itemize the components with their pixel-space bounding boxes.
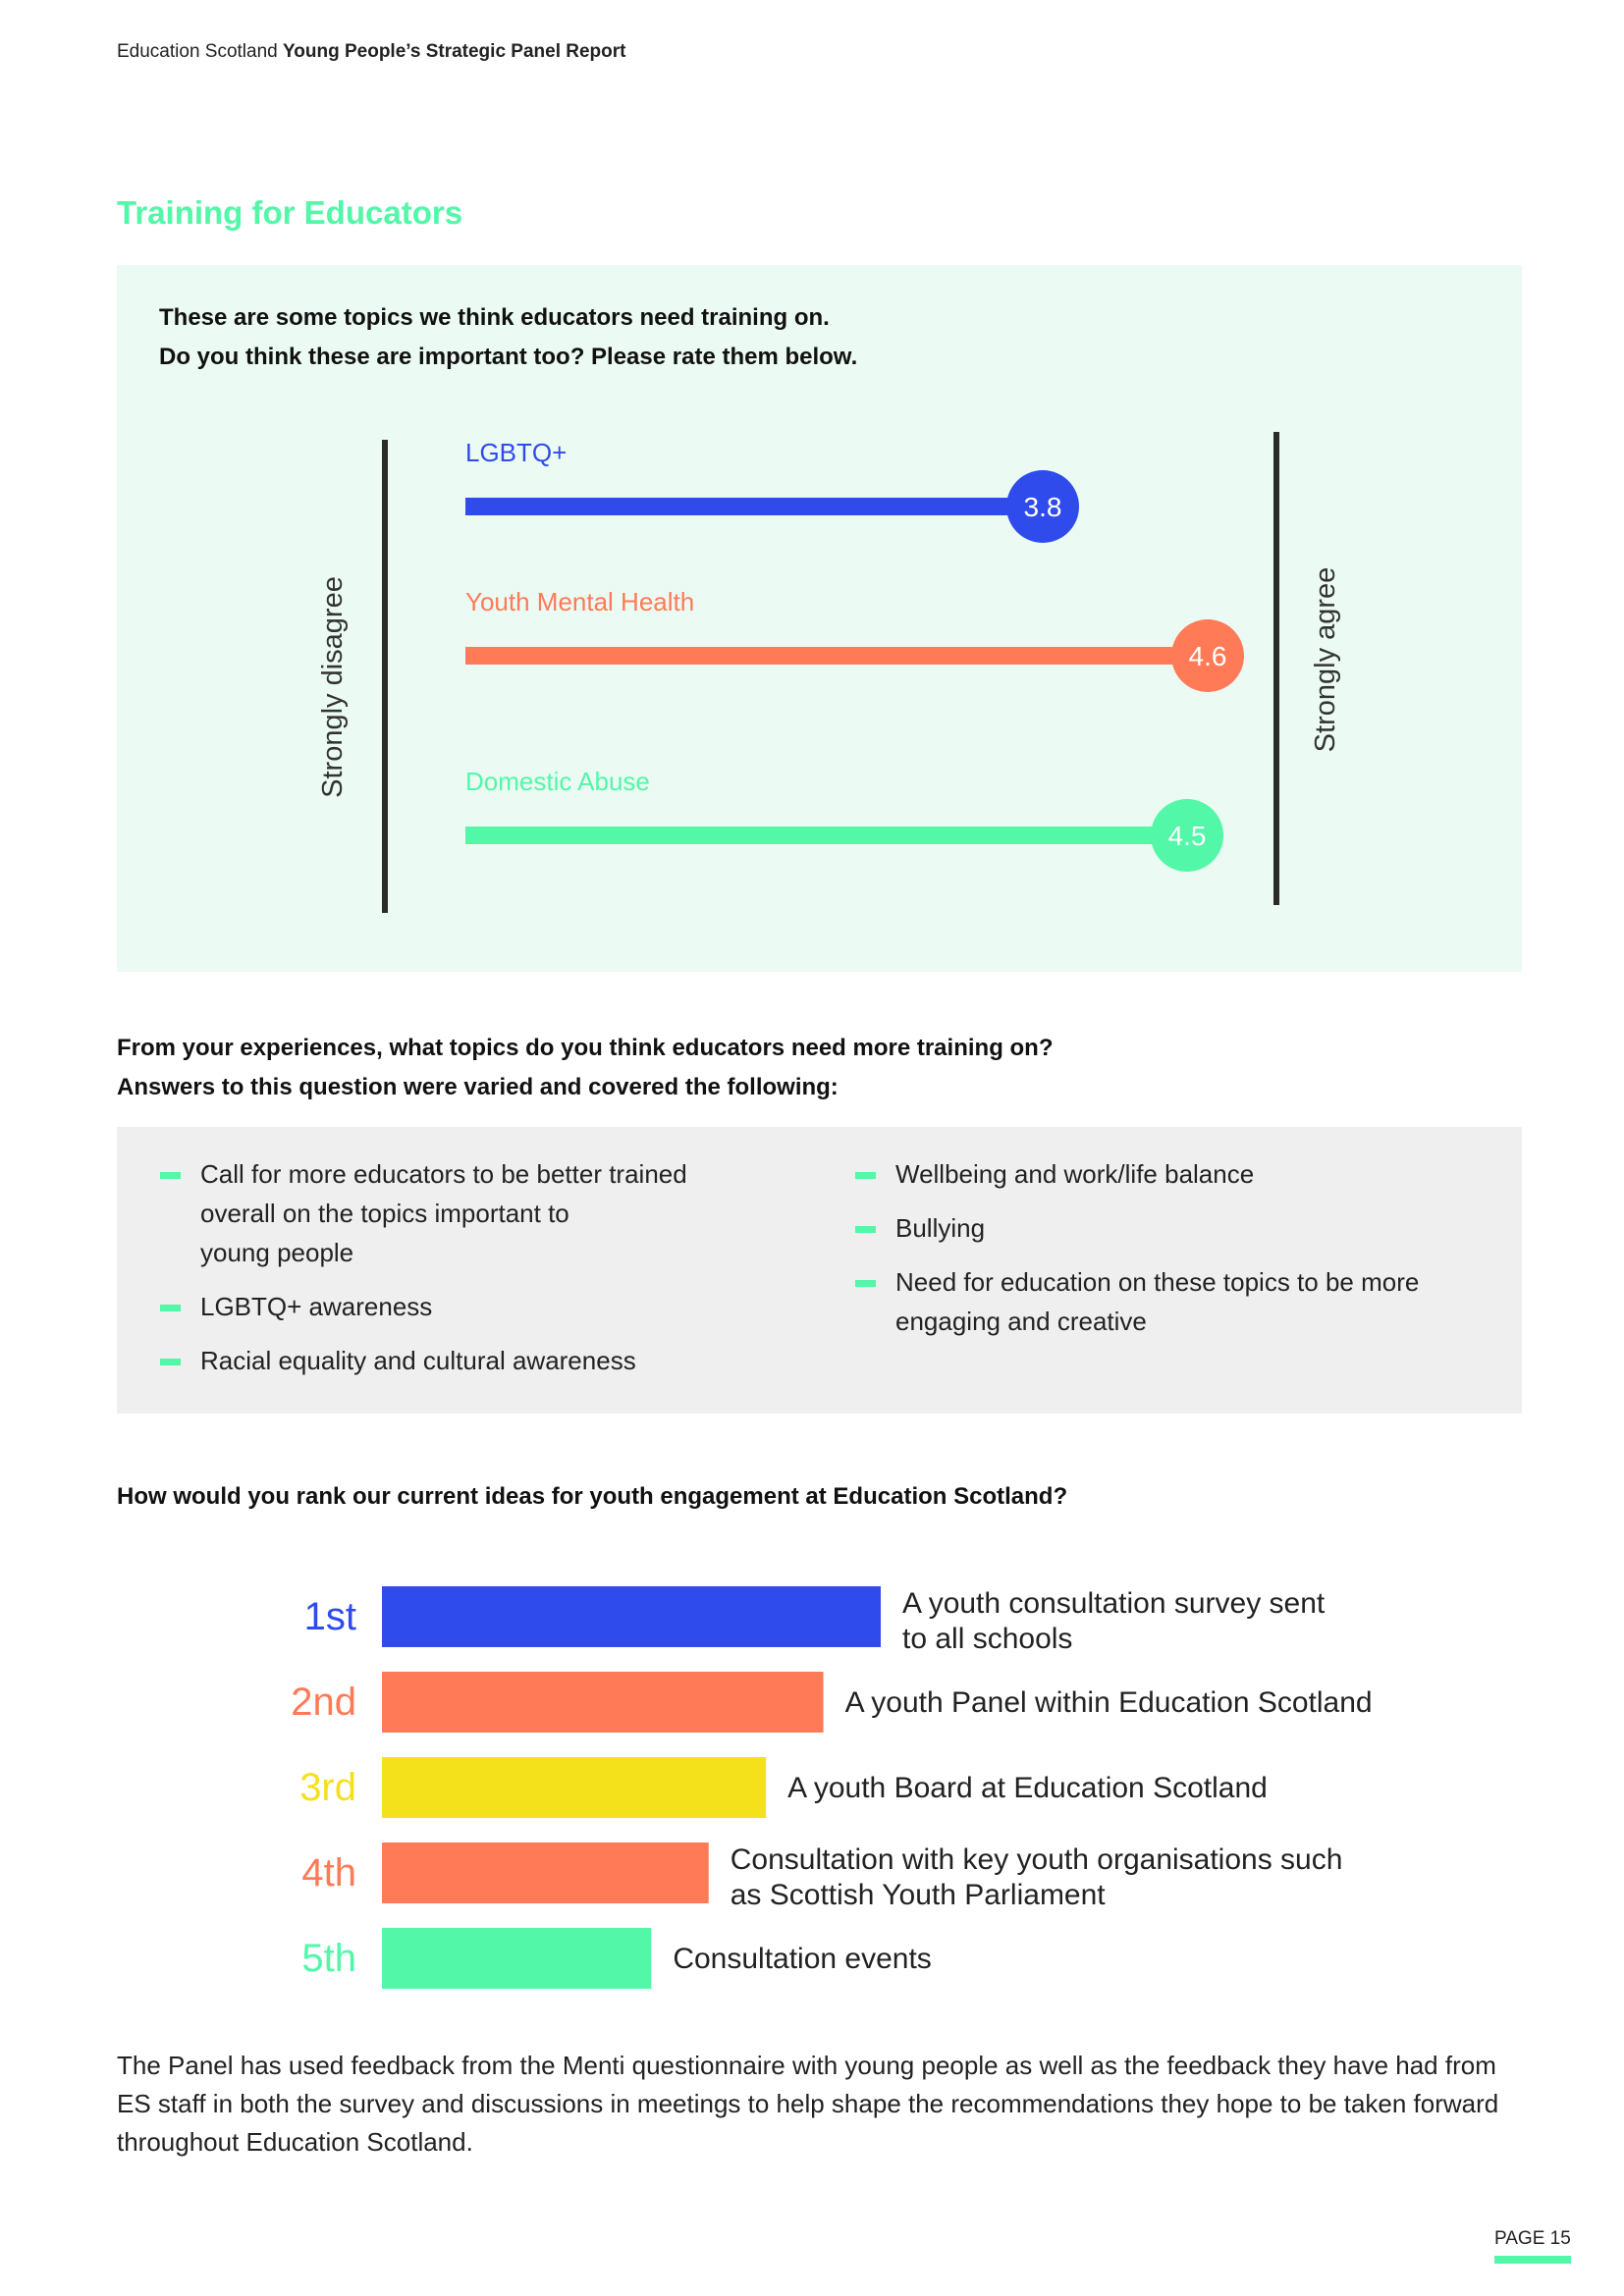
- answer-item: Racial equality and cultural awareness: [160, 1341, 710, 1380]
- rank-option-label: A youth Board at Education Scotland: [787, 1772, 1268, 1804]
- header-report-title: Young People’s Strategic Panel Report: [283, 41, 626, 62]
- closing-paragraph: The Panel has used feedback from the Menti questionnaire with young people as well as the feedback they have had from ES staff in both the survey and discussions in meetings to help shape the recommendations they hope to be taken forward throughout Education Scotland.: [117, 2051, 1499, 2157]
- answer-item: Call for more educators to be better trained overall on the topics important to young people: [160, 1154, 710, 1272]
- rank-option-label: to all schools: [902, 1623, 1073, 1655]
- bullet-dash-icon: [855, 1226, 876, 1233]
- rating-bar: [465, 498, 1043, 515]
- answers-left-list: [160, 1154, 710, 1395]
- rating-value-label: 4.6: [1188, 641, 1227, 671]
- rank-label: 1st: [303, 1595, 356, 1638]
- rating-topic-label: LGBTQ+: [465, 438, 568, 467]
- bullet-dash-icon: [160, 1305, 181, 1311]
- bullet-dash-icon: [160, 1172, 181, 1179]
- rating-value-label: 4.5: [1167, 821, 1207, 851]
- answer-item: Bullying: [855, 1208, 1503, 1248]
- rating-chart: [117, 265, 1522, 972]
- answers-right-list: [855, 1154, 1503, 1356]
- ranking-question: How would you rank our current ideas for youth engagement at Education Scotland?: [117, 1483, 1068, 1510]
- rank-bar: [382, 1928, 651, 1989]
- rank-bar: [382, 1586, 881, 1647]
- bullet-dash-icon: [160, 1359, 181, 1365]
- running-header: [117, 41, 625, 63]
- rank-label: 3rd: [299, 1766, 356, 1809]
- rank-label: 4th: [301, 1851, 356, 1895]
- bullet-dash-icon: [855, 1280, 876, 1287]
- topics-question: [117, 1029, 1054, 1107]
- rank-option-label: A youth Panel within Education Scotland: [844, 1686, 1373, 1719]
- rank-option-label: Consultation events: [673, 1943, 932, 1975]
- rank-bar: [382, 1842, 709, 1903]
- rank-option-label: Consultation with key youth organisations such: [730, 1843, 1343, 1876]
- rating-bar: [465, 647, 1208, 665]
- rating-bar: [465, 827, 1187, 844]
- rank-bar: [382, 1672, 824, 1733]
- rating-question-line-2: Do you think these are important too? Please rate them below.: [159, 344, 858, 370]
- topics-question-line-2: Answers to this question were varied and covered the following:: [117, 1074, 839, 1100]
- scale-right-label: Strongly agree: [1310, 566, 1341, 753]
- header-org: Education Scotland: [117, 41, 278, 62]
- rank-label: 2nd: [291, 1681, 356, 1724]
- rank-option-label: A youth consultation survey sent: [902, 1587, 1326, 1620]
- section-title: Training for Educators: [117, 194, 463, 231]
- ranking-chart: [117, 1551, 1393, 2012]
- rank-bar: [382, 1757, 766, 1818]
- answer-item: Wellbeing and work/life balance: [855, 1154, 1503, 1194]
- rating-topic-label: Domestic Abuse: [465, 767, 650, 796]
- scale-left-label: Strongly disagree: [317, 576, 349, 798]
- topics-question-line-1: From your experiences, what topics do you think educators need more training on?: [117, 1035, 1054, 1061]
- page-number: PAGE 15: [1494, 2228, 1571, 2249]
- rating-value-label: 3.8: [1023, 492, 1062, 522]
- rank-option-label: as Scottish Youth Parliament: [730, 1879, 1106, 1911]
- answer-item: LGBTQ+ awareness: [160, 1287, 710, 1326]
- rating-topic-label: Youth Mental Health: [465, 587, 695, 616]
- rank-label: 5th: [301, 1937, 356, 1980]
- bullet-dash-icon: [855, 1172, 876, 1179]
- answer-item: Need for education on these topics to be more engaging and creative: [855, 1262, 1503, 1341]
- page-number-underline: [1494, 2256, 1571, 2264]
- rating-question-line-1: These are some topics we think educators need training on.: [159, 304, 830, 331]
